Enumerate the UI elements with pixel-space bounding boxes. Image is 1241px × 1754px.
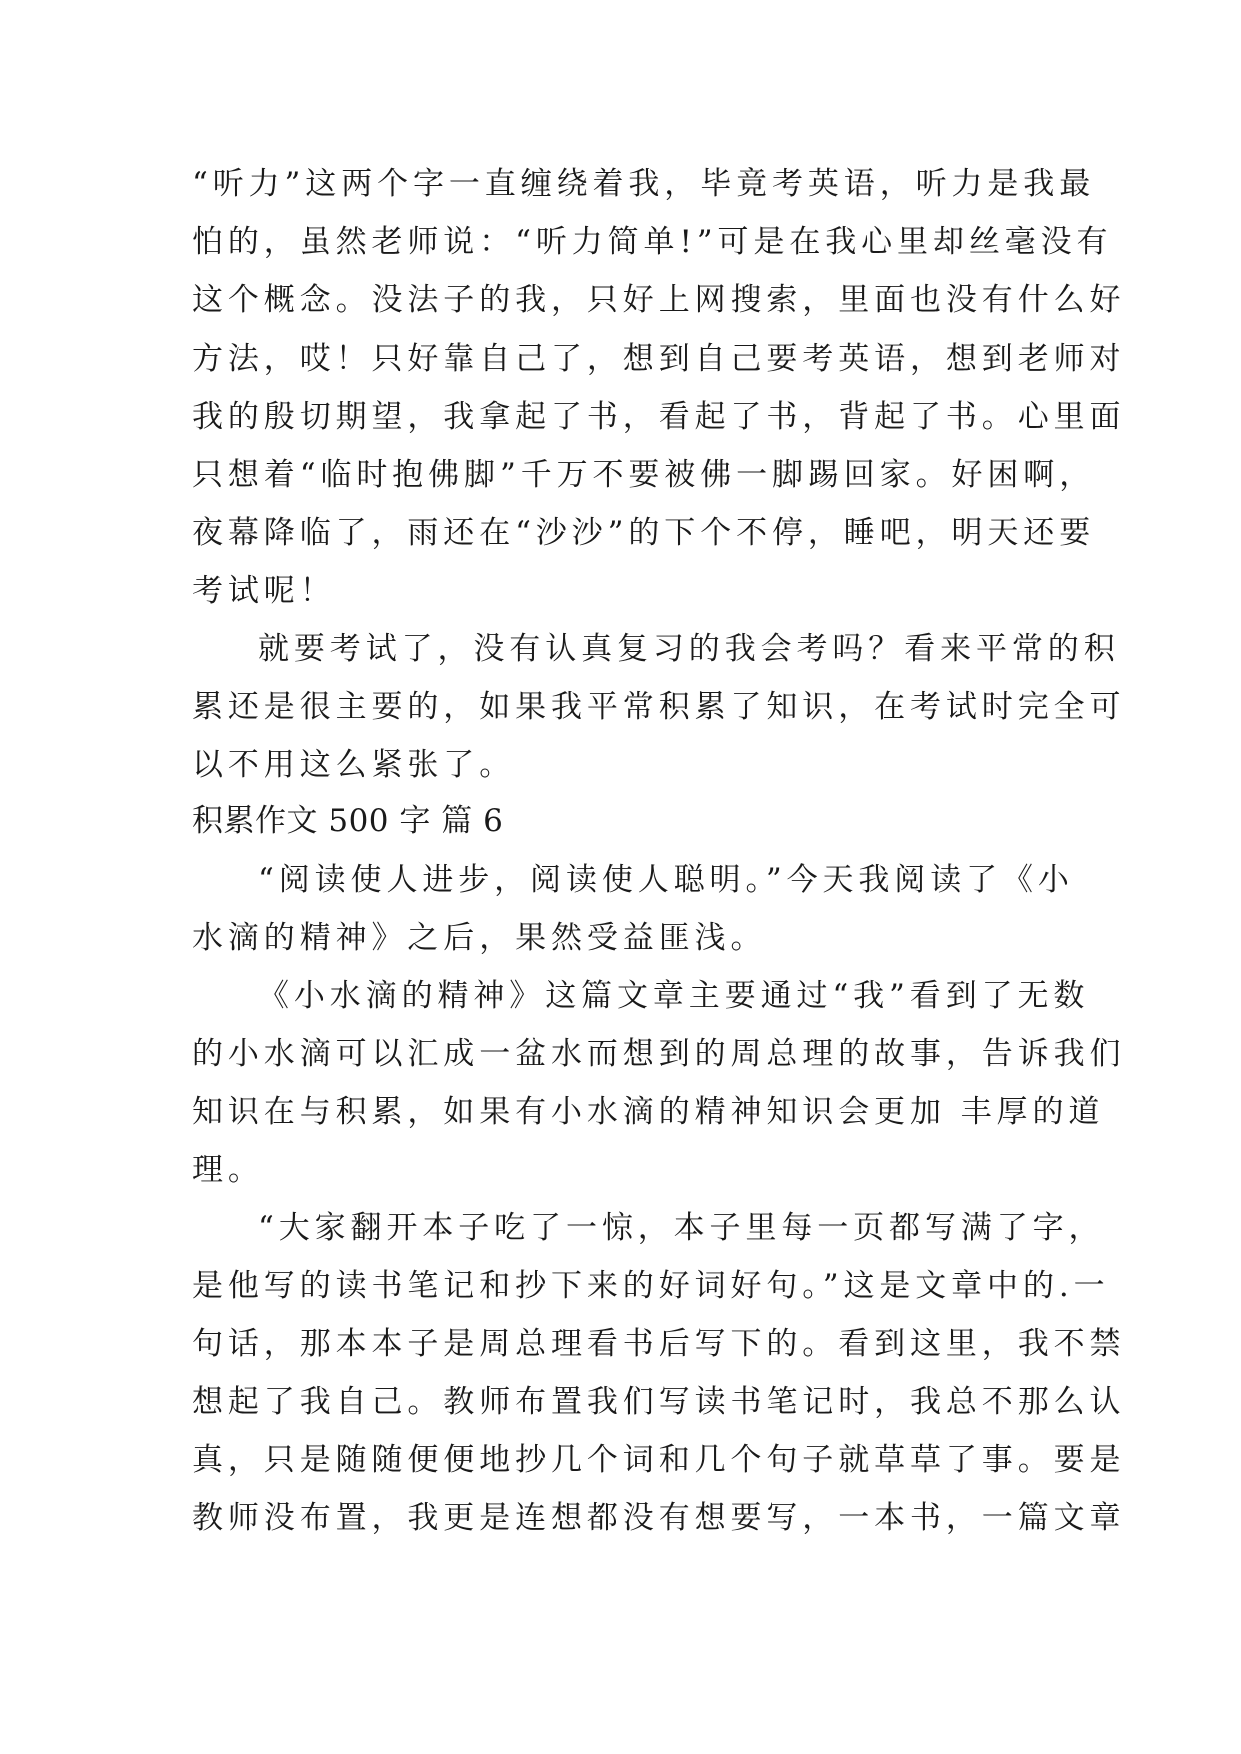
text-line: 的小水滴可以汇成一盆水而想到的周总理的故事，告诉我们 [192,1036,1126,1072]
text-line: 以不用这么紧张了。 [192,747,516,783]
text-line: 教师没布置，我更是连想都没有想要写，一本书，一篇文章 [192,1500,1126,1536]
text-line: 句话，那本本子是周总理看书后写下的。看到这里，我不禁 [192,1326,1126,1362]
section-heading: 积累作文 500 字 篇 6 [192,803,504,839]
text-line: 我的殷切期望，我拿起了书，看起了书，背起了书。心里面 [192,399,1126,435]
text-line: 累还是很主要的，如果我平常积累了知识，在考试时完全可 [192,689,1126,725]
text-line: 这个概念。没法子的我，只好上网搜索，里面也没有什么好 [192,282,1126,318]
text-line: 知识在与积累，如果有小水滴的精神知识会更加 丰厚的道 [192,1094,1105,1130]
text-line: “阅读使人进步，阅读使人聪明。”今天我阅读了《小 [258,862,1074,898]
text-line: 真，只是随随便便地抄几个词和几个句子就草草了事。要是 [192,1442,1126,1478]
text-line: “大家翻开本子吃了一惊，本子里每一页都写满了字， [258,1210,1105,1246]
text-line: 怕的，虽然老师说：“听力简单!”可是在我心里却丝毫没有 [192,224,1113,260]
text-line: 方法，哎！只好靠自己了，想到自己要考英语，想到老师对 [192,341,1126,377]
text-line: 就要考试了，没有认真复习的我会考吗？看来平常的积 [258,631,1120,667]
text-line: 只想着“临时抱佛脚”千万不要被佛一脚踢回家。好困啊， [192,457,1096,493]
text-line: 《小水滴的精神》这篇文章主要通过“我”看到了无数 [258,978,1090,1014]
text-line: 夜幕降临了，雨还在“沙沙”的下个不停，睡吧，明天还要 [192,515,1096,551]
text-line: 考试呢！ [192,573,336,609]
text-line: 理。 [192,1152,264,1188]
text-line: 是他写的读书笔记和抄下来的好词好句。”这是文章中的.一 [192,1268,1110,1304]
text-line: “听力”这两个字一直缠绕着我，毕竟考英语，听力是我最 [192,166,1096,202]
text-line: 水滴的精神》之后，果然受益匪浅。 [192,920,767,956]
text-line: 想起了我自己。教师布置我们写读书笔记时，我总不那么认 [192,1384,1126,1420]
